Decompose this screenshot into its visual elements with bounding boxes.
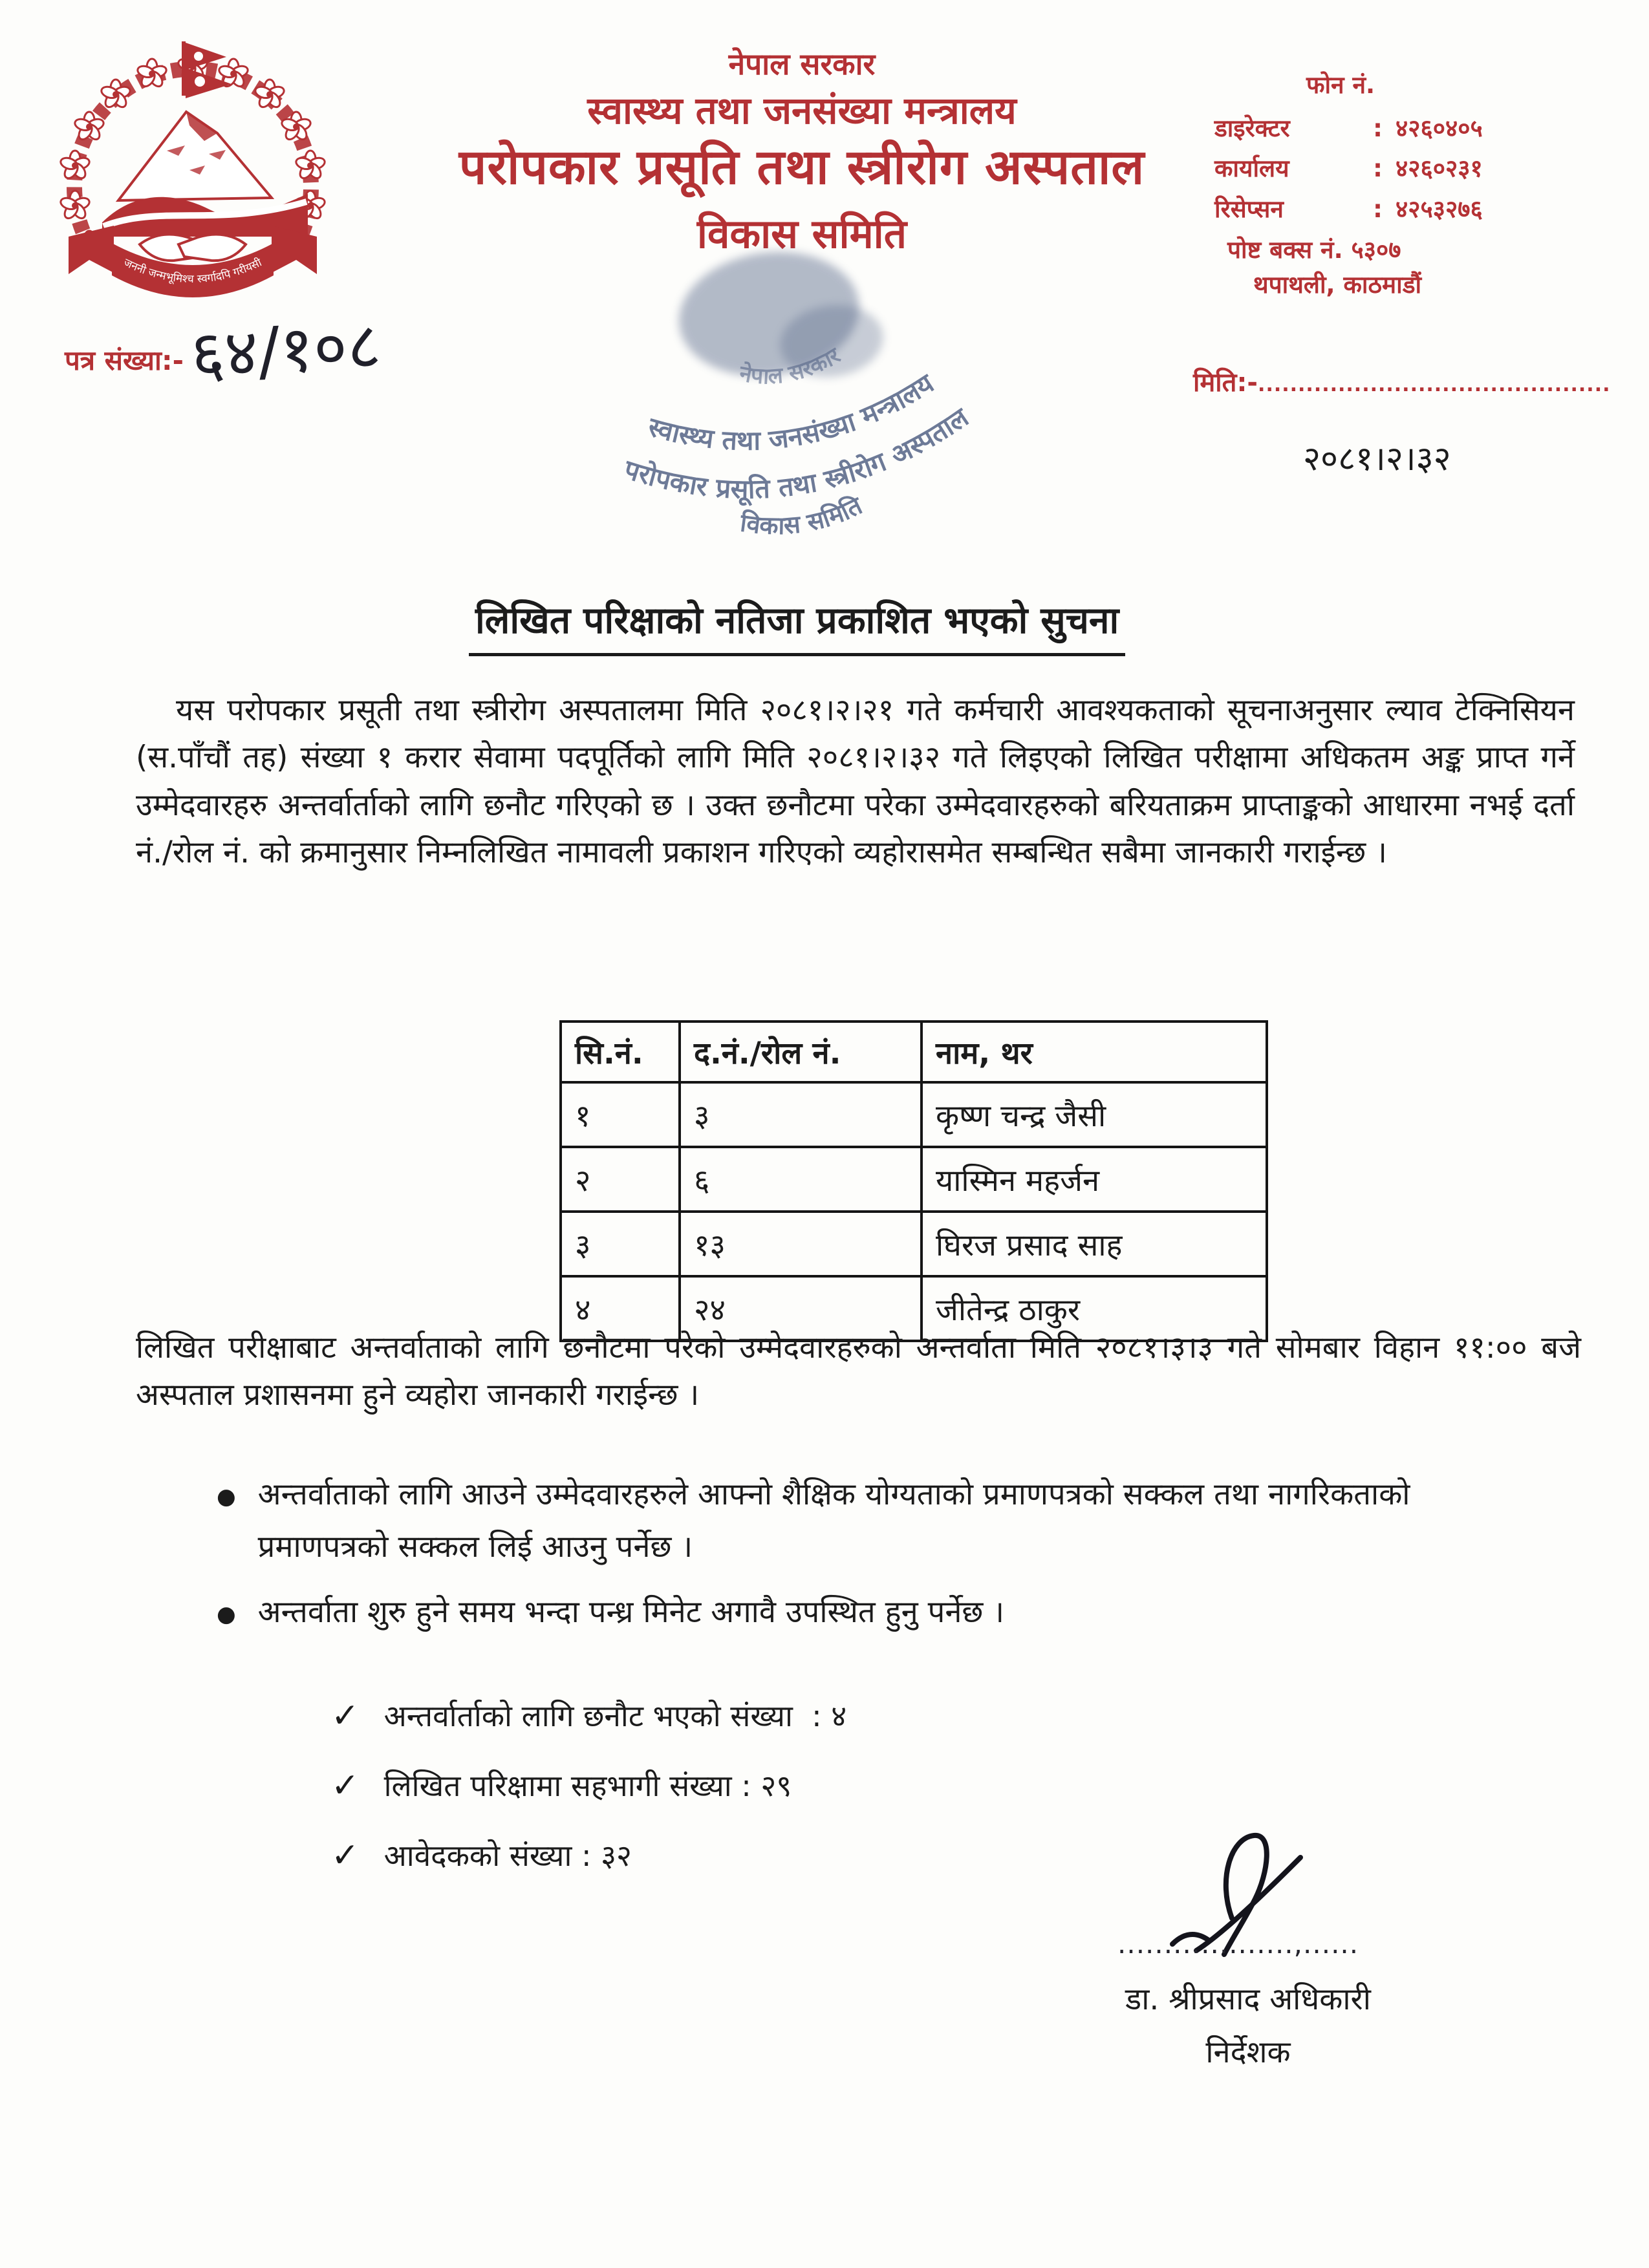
name-cell: यास्मिन महर्जन [921,1147,1267,1212]
checkmark-icon: ✓ [331,1766,360,1805]
checkmark-icon: ✓ [331,1696,360,1735]
roll-cell: २४ [680,1276,921,1341]
contact-separator: : [1373,195,1383,224]
office-stamp [568,238,1008,564]
letter-no-handwritten: ६४/१०८ [189,307,383,393]
table-header-row [561,1022,1267,1082]
roll-cell: १३ [680,1212,921,1276]
table-row [561,1212,1267,1276]
signatory-name: डा. श्रीप्रसाद अधिकारी [1125,1982,1371,2017]
bullet-list [217,1469,1494,1651]
bullet-icon: ● [217,1601,236,1627]
col-name: नाम, थर [921,1022,1267,1082]
emblem-motto: जननी जन्मभूमिश्च स्वर्गादपि गरीयसी [121,256,264,286]
contact-row [1214,197,1544,223]
summary-checklist [331,1695,846,1905]
list-item [331,1835,846,1875]
signature-dotted-line: ...................,...... [1117,1928,1359,1960]
date-label: मिति:- [1193,368,1258,398]
ministry-name: स्वास्थ्य तथा जनसंख्या मन्त्रालय [587,89,1017,133]
table-row [561,1082,1267,1147]
stamp-line-2: स्वास्थ्य तथा जनसंख्या मन्त्रालय [645,367,940,456]
checklist-text: आवेदकको संख्या : ३२ [383,1838,632,1873]
col-serial-no: सि.नं. [561,1022,680,1082]
bullet-icon: ● [217,1484,236,1510]
name-cell: घिरज प्रसाद साह [921,1212,1267,1276]
contact-label: डाइरेक्टर [1214,114,1290,142]
serial-cell: २ [561,1147,680,1212]
contact-label: कार्यालय [1214,155,1289,183]
stamp-line-1: नेपाल सरकार [737,342,845,390]
serial-cell: १ [561,1082,680,1147]
list-item [217,1587,1494,1639]
date-value: २०८१।२।३२ [1303,440,1451,478]
serial-cell: ३ [561,1212,680,1276]
list-item [331,1695,846,1735]
contact-value: ४२६०४०५ [1396,114,1483,142]
notice-title: लिखित परिक्षाको नतिजा प्रकाशित भएको सुचना [469,594,1125,656]
hospital-name: परोपकार प्रसूति तथा स्त्रीरोग अस्पताल [458,138,1145,195]
date-label-row [1193,363,1611,399]
notice-paragraph-1: यस परोपकार प्रसूती तथा स्त्रीरोग अस्पतालमा मिति २०८१।२।२१ गते कर्मचारी आवश्यकताको सूचनाअनुसार ल्याव टेक्निसियन (स.पाँचौं तह) संख्या १ करार सेवामा पदपूर्तिको लागि मिति २०८१।२।३२ गते लिइएको लिखित परीक्षामा अधिकतम अङ्क प्राप्त गर्ने उम्मेदवारहरु अन्तर्वार्ताको लागि छनौट गरिएको छ । उक्त छनौटमा परेका उम्मेदवारहरुको बरियताक्रम प्राप्ताङ्कको आधारमा नभई दर्ता नं./रोल नं. को क्रमानुसार निम्नलिखित नामावली प्रकाशन गरिएको व्यहोरासमेत सम्बन्धित सबैमा जानकारी गराईन्छ । [136,692,1575,870]
stamp-line-3: परोपकार प्रसूति तथा स्त्रीरोग अस्पताल [620,401,975,505]
po-box: पोष्ट बक्स नं. ५३०७ [1227,235,1401,264]
contact-block [1214,72,1544,299]
contact-label: रिसेप्सन [1214,195,1284,224]
table-row [561,1147,1267,1212]
serial-cell: ४ [561,1276,680,1341]
col-roll-no: द.नं./रोल नं. [680,1022,921,1082]
letterhead [349,47,1255,258]
stamp-line-4: विकास समिति [738,491,867,540]
government-name: नेपाल सरकार [728,47,876,81]
phone-label: फोन नं. [1306,71,1375,99]
checklist-text: लिखित परिक्षामा सहभागी संख्या : २९ [383,1768,792,1803]
candidates-table [559,1020,1268,1342]
bullet-text: अन्तर्वाताको लागि आउने उम्मेदवारहरुले आफ्नो शैक्षिक योग्यताको प्रमाणपत्रको सक्कल तथा नागरिकताको प्रमाणपत्रको सक्कल लिई आउनु पर्नेछ । [257,1477,1410,1565]
bullet-text: अन्तर्वाता शुरु हुने समय भन्दा पन्ध्र मिनेट अगावै उपस्थित हुनु पर्नेछ । [257,1594,1005,1630]
list-item [331,1765,846,1805]
roll-cell: ६ [680,1147,921,1212]
roll-cell: ३ [680,1082,921,1147]
contact-separator: : [1373,114,1383,142]
date-dotted-line: ............................................ [1258,374,1611,396]
letter-no-label: पत्र संख्या:- [65,345,184,376]
name-cell: जीतेन्द्र ठाकुर [921,1276,1267,1341]
committee-name: विकास समिति [696,210,907,258]
notice-paragraph-2: लिखित परीक्षाबाट अन्तर्वाताको लागि छनौटमा परेको उम्मेदवारहरुको अन्तर्वाता मिति २०८१।३।३ गते सोमबार विहान ११:०० बजे अस्पताल प्रशासनमा हुने व्यहोरा जानकारी गराईन्छ । [136,1330,1581,1413]
list-item [217,1469,1494,1574]
checklist-text: अन्तर्वार्ताको लागि छनौट भएको संख्या : ४ [383,1698,847,1733]
checkmark-icon: ✓ [331,1836,360,1875]
contact-value: ४२६०२३१ [1396,155,1483,183]
signatory-designation: निर्देशक [1205,2035,1291,2070]
address: थपाथली, काठमाडौं [1253,271,1422,299]
contact-value: ४२५३२७६ [1396,195,1483,224]
contact-row [1214,116,1544,142]
nepal-emblem-icon [57,31,329,318]
contact-separator: : [1373,155,1383,183]
name-cell: कृष्ण चन्द्र जैसी [921,1082,1267,1147]
contact-row [1214,156,1544,182]
